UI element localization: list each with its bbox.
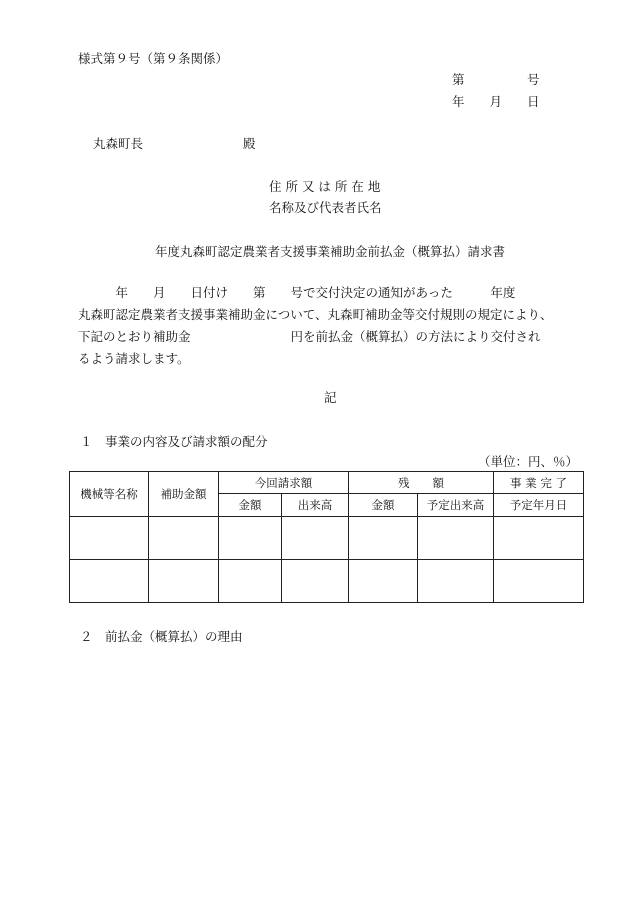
unit-label: （単位：円、％）	[478, 454, 579, 469]
applicant-name-label: 名称及び代表者氏名	[269, 200, 382, 215]
table-cell[interactable]	[149, 517, 219, 560]
table-cell[interactable]	[418, 517, 494, 560]
table-cell[interactable]	[282, 517, 349, 560]
header-current-progress: 出来高	[282, 494, 349, 517]
applicant-address-label: 住 所 又 は 所 在 地	[269, 179, 381, 194]
addressee-mayor: 丸森町長	[93, 136, 144, 151]
request-body	[78, 282, 584, 370]
ki-note: 記	[324, 390, 337, 405]
body-line-2: 丸森町認定農業者支援事業補助金について、丸森町補助金等交付規則の規定により、	[78, 307, 553, 322]
header-current-request: 今回請求額	[219, 472, 349, 494]
table-cell[interactable]	[418, 560, 494, 603]
table-cell[interactable]	[219, 560, 282, 603]
allocation-table	[69, 471, 584, 603]
table-cell[interactable]	[349, 517, 418, 560]
document-number: 第 号	[452, 72, 540, 87]
header-completion-date: 予定年月日	[494, 494, 584, 517]
body-line-3: 下記のとおり補助金 円を前払金（概算払）の方法により交付され	[78, 329, 541, 344]
section2-heading: ２ 前払金（概算払）の理由	[80, 629, 243, 644]
table-cell[interactable]	[70, 560, 149, 603]
table-cell[interactable]	[149, 560, 219, 603]
form-number: 様式第９号（第９条関係）	[78, 51, 229, 66]
body-line-4: るよう請求します。	[78, 351, 190, 366]
table-cell[interactable]	[494, 560, 584, 603]
table-cell[interactable]	[349, 560, 418, 603]
table-row	[70, 517, 584, 560]
body-line-1: 年 月 日付け 第 号で交付決定の通知があった 年度	[78, 285, 516, 300]
header-remaining-progress: 予定出来高	[418, 494, 494, 517]
addressee-honorific: 殿	[243, 136, 256, 151]
table-cell[interactable]	[282, 560, 349, 603]
header-subsidy-amount: 補助金額	[149, 472, 219, 517]
table-cell[interactable]	[70, 517, 149, 560]
table-cell[interactable]	[219, 517, 282, 560]
table-row	[70, 560, 584, 603]
header-current-amount: 金額	[219, 494, 282, 517]
header-remaining-amount: 金額	[349, 494, 418, 517]
document-date: 年 月 日	[452, 94, 540, 109]
header-equipment-name: 機械等名称	[70, 472, 149, 517]
section1-heading: １ 事業の内容及び請求額の配分	[80, 434, 268, 449]
table-cell[interactable]	[494, 517, 584, 560]
header-completion: 事 業 完 了	[494, 472, 584, 494]
document-title: 年度丸森町認定農業者支援事業補助金前払金（概算払）請求書	[155, 244, 506, 259]
header-remaining: 残 額	[349, 472, 494, 494]
